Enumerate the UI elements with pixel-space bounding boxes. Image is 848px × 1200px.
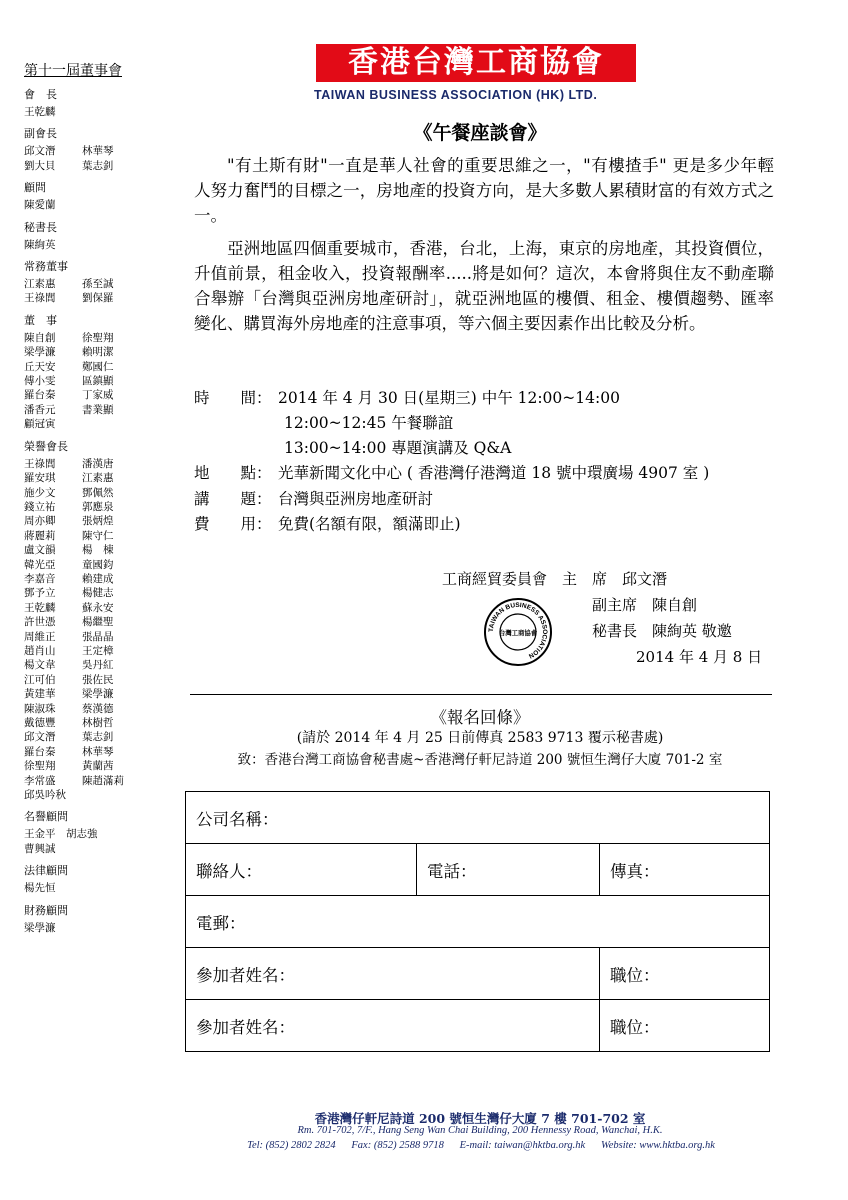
intro-paragraph-1-text: "有土斯有財"一直是華人社會的重要思維之一，"有樓揸手" 更是多少年輕人努力奮鬥的目標之一，房地產的投資方向，是大多數人累積財富的有效方式之一。	[194, 156, 774, 225]
sidebar-section-heading: 秘書長	[24, 220, 57, 234]
association-seal-icon	[483, 597, 553, 667]
member-name: 羅台秦	[24, 389, 56, 402]
member-name: 張炳煌	[82, 515, 114, 528]
section-divider	[190, 694, 772, 695]
form-row-email	[186, 896, 770, 948]
member-name: 書業顯	[82, 403, 114, 416]
member-name: 蘇永安	[82, 601, 114, 614]
member-name: 黃蘭茜	[82, 760, 114, 773]
member-name: 傅小雯	[24, 375, 56, 388]
member-name: 戴德豐	[24, 717, 56, 729]
member-name: 周維正	[24, 630, 56, 643]
sidebar-member-row	[24, 586, 174, 600]
member-name: 楊文韋	[24, 659, 56, 672]
member-name: 劉保羅	[82, 292, 114, 305]
sidebar-section-heading: 顧問	[24, 181, 46, 195]
sidebar-section	[24, 314, 174, 432]
member-name: 潘香元	[24, 403, 56, 416]
fax-field[interactable]: 傳真：	[600, 844, 770, 896]
intro-paragraph-2	[194, 236, 774, 336]
member-name: 孫至誠	[82, 278, 114, 291]
member-name: 王金平 胡志強	[24, 828, 98, 841]
member-name: 蔡漢德	[82, 702, 114, 715]
member-name: 鄧佩然	[82, 486, 114, 499]
member-name: 錢立祐	[24, 500, 56, 513]
member-name: 徐聖翔	[82, 331, 114, 344]
member-name: 江素惠	[24, 278, 56, 291]
company-field[interactable]: 公司名稱：	[186, 792, 770, 844]
sidebar-member-row	[24, 374, 174, 388]
sidebar-member-row	[24, 417, 174, 431]
sidebar-member-row	[24, 514, 174, 528]
sidebar-member-row	[24, 774, 174, 788]
member-name: 盧文韻	[24, 544, 56, 557]
member-name: 林華琴	[82, 745, 114, 758]
sidebar-member-row	[24, 457, 174, 471]
footer-address-en: Rm. 701-702, 7/F., Hang Seng Wan Chai Building, 200 Hennessy Road, Wanchai, H.K.	[297, 1125, 663, 1136]
intro-paragraph-1	[194, 153, 774, 228]
event-time-label: 時 間：	[194, 389, 272, 407]
sidebar-member-row	[24, 730, 174, 744]
member-name: 羅台秦	[24, 745, 56, 758]
member-name: 郭應泉	[82, 500, 114, 513]
reply-title: 《報名回條》	[430, 708, 530, 727]
sidebar-section	[24, 260, 174, 306]
member-name: 吳丹紅	[82, 659, 114, 672]
sidebar-member-row	[24, 345, 174, 359]
sidebar-section-heading: 董 事	[24, 313, 57, 327]
sidebar-section	[24, 127, 174, 173]
sidebar-section	[24, 440, 174, 803]
position-2-field[interactable]: 職位：	[600, 1000, 770, 1052]
member-name: 林華琴	[82, 145, 114, 158]
sidebar-member-row	[24, 543, 174, 557]
sidebar-member-row	[24, 558, 174, 572]
member-name: 林樹哲	[82, 717, 114, 729]
sidebar-member-row	[24, 827, 174, 841]
sidebar-member-row	[24, 331, 174, 345]
footer-address-zh: 香港灣仔軒尼詩道 200 號恒生灣仔大廈 7 樓 701-702 室	[314, 1111, 646, 1126]
sidebar-section	[24, 88, 174, 119]
intro-paragraph-2-text: 亞洲地區四個重要城市，香港，台北，上海，東京的房地產，其投資價位，升值前景，租金收入，投資報酬率.....將是如何？這次，本會將與住友不動產聯合舉辦「台灣與亞洲房地產研討」，就亞洲地區的樓價、租金、樓價趨勢、匯率變化、購買海外房地產的注意事項，等六個主要因素作出比較及分析。	[194, 239, 774, 333]
attendee-1-field[interactable]: 參加者姓名：	[186, 948, 600, 1000]
sidebar-member-row	[24, 403, 174, 417]
member-name: 李嘉音	[24, 572, 56, 585]
event-place-value: 光華新聞文化中心 ( 香港灣仔港灣道 18 號中環廣場 4907 室 )	[278, 464, 710, 482]
form-row-attendee-2	[186, 1000, 770, 1052]
member-name: 王祿閭	[24, 457, 56, 470]
member-name: 蔣麗莉	[24, 529, 56, 542]
event-fee	[194, 512, 461, 537]
signature-line-1: 工商經貿委員會 主 席 邱文潛	[442, 570, 668, 588]
member-name: 羅安琪	[24, 472, 56, 485]
member-name: 王乾麟	[24, 601, 56, 614]
sidebar-member-row	[24, 159, 174, 173]
event-fee-label: 費 用：	[194, 515, 272, 533]
member-name: 陳淑珠	[24, 702, 56, 715]
member-name: 邱吳吟秋	[24, 789, 66, 802]
sidebar-member-row	[24, 529, 174, 543]
member-name: 王祿閭	[24, 292, 56, 305]
member-name: 梁學濂	[82, 688, 114, 701]
sidebar-member-row	[24, 658, 174, 672]
member-name: 顧冠寅	[24, 418, 56, 431]
member-name: 趙肖山	[24, 644, 56, 657]
member-name: 陳絢英	[24, 238, 56, 251]
sidebar-title: 第十一屆董事會	[24, 63, 122, 79]
sidebar-member-row	[24, 105, 174, 119]
sidebar-section-heading: 財務顧問	[24, 903, 68, 917]
sidebar-section-heading: 常務董事	[24, 260, 68, 274]
member-name: 李常盛	[24, 774, 56, 787]
member-name: 曹興誠	[24, 842, 56, 855]
event-topic	[194, 487, 433, 512]
sidebar-section-heading: 會 長	[24, 88, 57, 101]
sidebar-member-row	[24, 745, 174, 759]
sidebar-member-row	[24, 687, 174, 701]
member-name: 童國鈞	[82, 558, 114, 571]
form-row-attendee-1	[186, 948, 770, 1000]
contact-field[interactable]: 聯絡人：	[186, 844, 417, 896]
member-name: 丁家威	[82, 389, 114, 402]
member-name: 邱文潛	[24, 145, 56, 158]
event-place-label: 地 點：	[194, 464, 272, 482]
member-name: 潘漢唐	[82, 457, 114, 470]
member-name: 鄧予立	[24, 587, 56, 600]
member-name: 陳愛蘭	[24, 199, 56, 212]
registration-form	[185, 791, 770, 1052]
member-name: 江素惠	[82, 472, 114, 485]
signature-date: 2014 年 4 月 8 日	[636, 648, 763, 666]
event-fee-value: 免費(名額有限，額滿即止)	[278, 515, 461, 533]
org-logo-en: TAIWAN BUSINESS ASSOCIATION (HK) LTD.	[314, 88, 598, 102]
member-name: 楊健志	[82, 587, 114, 600]
member-name: 楊先恒	[24, 882, 56, 895]
sidebar-member-row	[24, 360, 174, 374]
email-field[interactable]: 電郵：	[186, 896, 770, 948]
form-row-contact	[186, 844, 770, 896]
sidebar-section	[24, 904, 174, 935]
sidebar-member-row	[24, 572, 174, 586]
member-name: 葉志釗	[82, 731, 114, 744]
sidebar-member-row	[24, 144, 174, 158]
sidebar-member-row	[24, 842, 174, 856]
member-name: 王乾麟	[24, 106, 56, 118]
event-time-value: 2014 年 4 月 30 日(星期三) 中午 12:00~14:00	[278, 389, 620, 407]
reply-address: 致：香港台灣工商協會秘書處~香港灣仔軒尼詩道 200 號恒生灣仔大廈 701-2 室	[237, 752, 723, 768]
sidebar-member-row	[24, 615, 174, 629]
event-time-sub1: 12:00~12:45 午餐聯誼	[284, 414, 454, 432]
sidebar-member-row	[24, 486, 174, 500]
sidebar-section	[24, 810, 174, 856]
sidebar-member-row	[24, 471, 174, 485]
member-name: 丘天安	[24, 360, 56, 373]
sidebar-member-row	[24, 630, 174, 644]
sidebar-section	[24, 221, 174, 252]
org-logo-zh: 香港台灣工商協會	[316, 44, 636, 82]
seal-ring-text: TAIWAN BUSINESS ASSOCIATION	[487, 601, 549, 660]
sidebar-member-row	[24, 673, 174, 687]
sidebar-member-row	[24, 788, 174, 802]
member-name: 梁學濂	[24, 921, 56, 934]
attendee-2-field[interactable]: 參加者姓名：	[186, 1000, 600, 1052]
sidebar-member-row	[24, 759, 174, 773]
event-topic-value: 台灣與亞洲房地產研討	[278, 490, 434, 508]
seal-center-text: 台灣工商協會	[498, 629, 538, 637]
sidebar-member-row	[24, 644, 174, 658]
sidebar-member-row	[24, 921, 174, 935]
sidebar-section-heading: 法律顧問	[24, 864, 68, 878]
member-name: 區鎮顯	[82, 375, 114, 388]
member-name: 徐聖翔	[24, 760, 56, 773]
reply-note: (請於 2014 年 4 月 25 日前傳真 2583 9713 覆示秘書處)	[296, 730, 664, 746]
sidebar-member-row	[24, 702, 174, 716]
member-name: 周亦卿	[24, 515, 56, 528]
sidebar-member-row	[24, 500, 174, 514]
position-1-field[interactable]: 職位：	[600, 948, 770, 1000]
sidebar-section-heading: 名譽顧問	[24, 810, 68, 824]
event-time	[194, 386, 620, 411]
board-sidebar	[24, 62, 174, 935]
member-name: 張佐民	[82, 673, 114, 686]
member-name: 江可伯	[24, 673, 56, 686]
sidebar-member-row	[24, 277, 174, 291]
member-name: 賴建成	[82, 572, 114, 585]
member-name: 黃建華	[24, 688, 56, 701]
member-name: 陳趙滿莉	[82, 774, 124, 787]
sidebar-section-heading: 副會長	[24, 127, 57, 141]
event-time-sub2: 13:00~14:00 專題演講及 Q&A	[284, 439, 512, 457]
member-name: 陳自創	[24, 331, 56, 344]
phone-field[interactable]: 電話：	[417, 844, 600, 896]
member-name: 韓光亞	[24, 558, 56, 571]
member-name: 陳守仁	[82, 529, 114, 542]
member-name: 邱文潛	[24, 731, 56, 744]
member-name: 梁學濂	[24, 346, 56, 359]
sidebar-member-row	[24, 198, 174, 212]
member-name: 王定樟	[82, 644, 114, 657]
member-name: 張晶晶	[82, 630, 114, 643]
page-title: 《午餐座談會》	[413, 122, 547, 144]
sidebar-member-row	[24, 601, 174, 615]
sidebar-member-row	[24, 238, 174, 252]
footer-contacts: Tel: (852) 2802 2824 Fax: (852) 2588 9718 E-mail: taiwan@hktba.org.hk Website: www.hktba.org.hk	[247, 1140, 715, 1151]
sidebar-section	[24, 181, 174, 212]
sidebar-member-row	[24, 388, 174, 402]
sidebar-member-row	[24, 881, 174, 895]
member-name: 葉志釗	[82, 159, 114, 172]
form-row-company	[186, 792, 770, 844]
signature-line-3: 秘書長 陳絢英 敬邀	[592, 622, 732, 640]
sidebar-section	[24, 864, 174, 895]
member-name: 許世憑	[24, 616, 56, 629]
event-place	[194, 461, 709, 486]
member-name: 楊 棟	[82, 544, 114, 557]
sidebar-section-heading: 榮譽會長	[24, 439, 68, 453]
sidebar-member-row	[24, 716, 174, 730]
signature-line-2: 副主席 陳自創	[592, 596, 698, 614]
event-topic-label: 講 題：	[194, 490, 272, 508]
sidebar-member-row	[24, 291, 174, 305]
member-name: 楊繼聖	[82, 616, 114, 629]
member-name: 鄭國仁	[82, 360, 114, 373]
member-name: 賴明潔	[82, 346, 114, 359]
member-name: 劉大貝	[24, 159, 56, 172]
sidebar-sections	[24, 88, 174, 935]
member-name: 施少文	[24, 486, 56, 499]
